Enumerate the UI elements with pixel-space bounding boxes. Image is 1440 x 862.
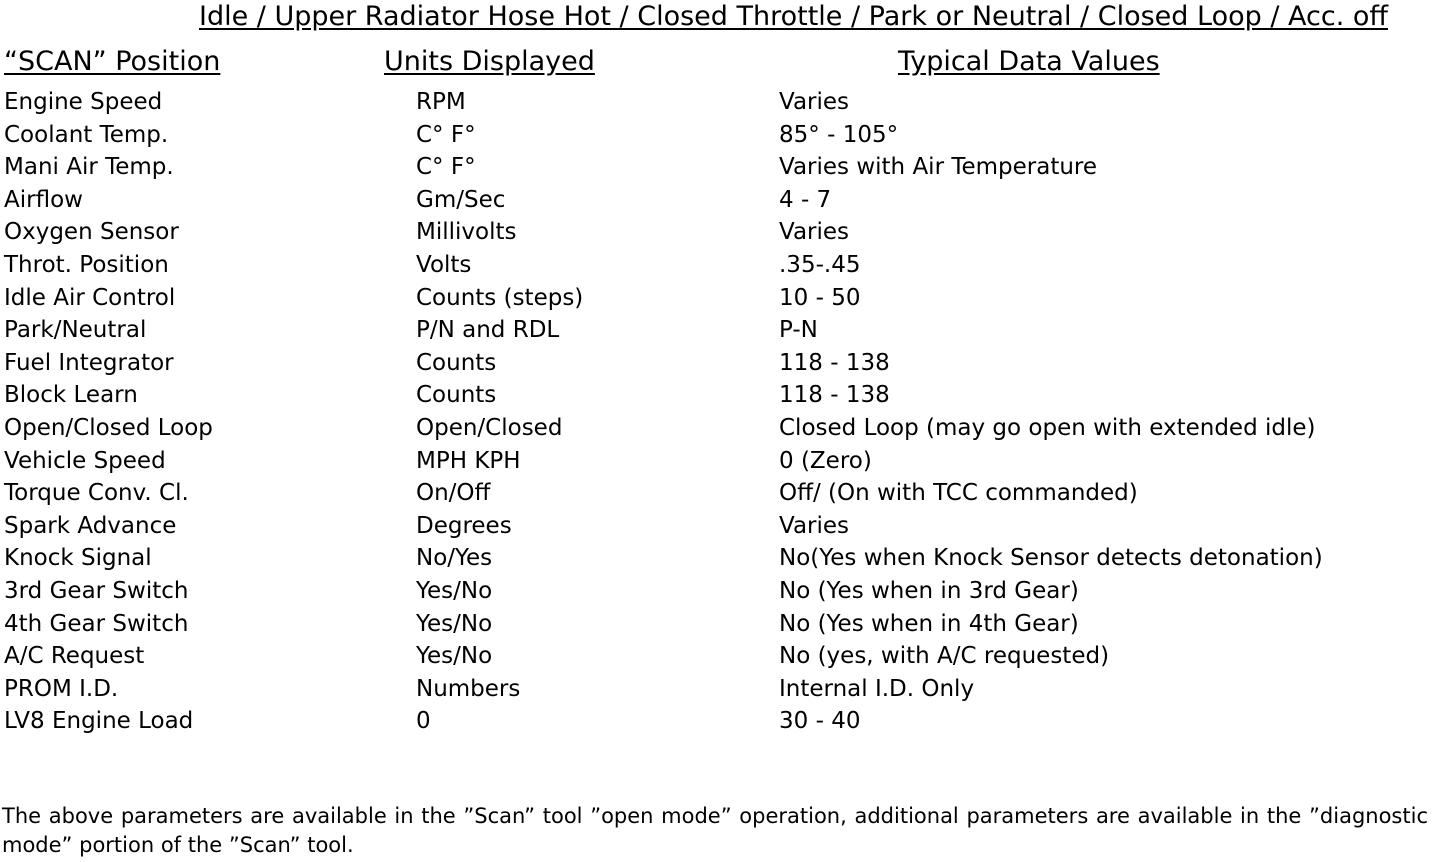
scan-position-cell: LV8 Engine Load [4,708,194,735]
table-row [0,477,1440,510]
table-row [0,151,1440,184]
scan-position-cell: Throt. Position [4,251,169,278]
table-row [0,673,1440,706]
column-header-units-displayed: Units Displayed [384,46,595,77]
table-row [0,184,1440,217]
typical-value-cell: Varies [779,219,850,246]
scan-position-cell: 3rd Gear Switch [4,577,189,604]
scan-position-cell: Spark Advance [4,512,177,539]
typical-value-cell: 85° - 105° [779,121,899,148]
table-row [0,347,1440,380]
column-header-typical-values: Typical Data Values [898,46,1160,77]
scan-position-cell: Coolant Temp. [4,121,169,148]
units-cell: 0 [416,708,431,735]
typical-value-cell: 10 - 50 [779,284,861,311]
table-row [0,412,1440,445]
scan-position-cell: Fuel Integrator [4,349,174,376]
table-row [0,282,1440,315]
table-row [0,445,1440,478]
scan-position-cell: Idle Air Control [4,284,176,311]
typical-value-cell: 118 - 138 [779,349,890,376]
units-cell: Degrees [416,512,512,539]
typical-value-cell: No (yes, with A/C requested) [779,643,1110,670]
units-cell: Yes/No [416,577,493,604]
scan-position-cell: Park/Neutral [4,317,147,344]
typical-value-cell: 30 - 40 [779,708,861,735]
typical-value-cell: Varies [779,512,850,539]
units-cell: Millivolts [416,219,517,246]
table-row [0,314,1440,347]
scan-position-cell: Open/Closed Loop [4,414,213,441]
scan-position-cell: 4th Gear Switch [4,610,189,637]
scan-position-cell: A/C Request [4,643,145,670]
typical-value-cell: No(Yes when Knock Sensor detects detonation) [779,545,1323,572]
table-row [0,542,1440,575]
units-cell: Volts [416,251,472,278]
typical-value-cell: P-N [779,317,818,344]
scan-position-cell: Vehicle Speed [4,447,166,474]
typical-value-cell: No (Yes when in 4th Gear) [779,610,1079,637]
units-cell: No/Yes [416,545,493,572]
scan-position-cell: Mani Air Temp. [4,154,174,181]
units-cell: Yes/No [416,610,493,637]
units-cell: RPM [416,89,466,115]
table-row [0,510,1440,543]
table-row [0,640,1440,673]
units-cell: P/N and RDL [416,317,560,344]
footnote: The above parameters are available in the ”Scan” tool ”open mode” operation, additional parameters are available in the ”diagnostic mode” portion of the ”Scan” tool. [2,804,1428,857]
units-cell: Counts [416,382,497,409]
units-cell: Yes/No [416,643,493,670]
table-row [0,575,1440,608]
scan-position-cell: Engine Speed [4,89,163,115]
typical-value-cell: Varies [779,89,850,115]
scan-position-cell: Torque Conv. Cl. [4,480,189,507]
typical-value-cell: .35-.45 [779,251,861,278]
typical-value-cell: 4 - 7 [779,186,832,213]
column-header-scan-position: “SCAN” Position [4,46,221,77]
units-cell: C° F° [416,154,476,181]
typical-value-cell: Off/ (On with TCC commanded) [779,480,1138,507]
units-cell: Counts [416,349,497,376]
table-row [0,608,1440,641]
table-row [0,379,1440,412]
table-row [0,86,1440,119]
units-cell: Numbers [416,675,521,702]
table-row [0,705,1440,738]
table-row [0,249,1440,282]
scan-position-cell: Airflow [4,186,83,213]
typical-value-cell: Internal I.D. Only [779,675,975,702]
units-cell: C° F° [416,121,476,148]
units-cell: Open/Closed [416,414,563,441]
units-cell: Gm/Sec [416,186,506,213]
units-cell: MPH KPH [416,447,521,474]
typical-value-cell: 118 - 138 [779,382,890,409]
typical-value-cell: No (Yes when in 3rd Gear) [779,577,1079,604]
scan-position-cell: Oxygen Sensor [4,219,179,246]
document-title: Idle / Upper Radiator Hose Hot / Closed Throttle / Park or Neutral / Closed Loop / Acc. off [198,1,1388,32]
parameter-table [0,86,1440,738]
scan-position-cell: Knock Signal [4,545,152,572]
typical-value-cell: 0 (Zero) [779,447,872,474]
table-row [0,119,1440,152]
scan-position-cell: Block Learn [4,382,138,409]
units-cell: On/Off [416,480,491,507]
units-cell: Counts (steps) [416,284,584,311]
typical-value-cell: Varies with Air Temperature [779,154,1098,181]
scan-position-cell: PROM I.D. [4,675,119,702]
typical-value-cell: Closed Loop (may go open with extended idle) [779,414,1316,441]
table-row [0,216,1440,249]
